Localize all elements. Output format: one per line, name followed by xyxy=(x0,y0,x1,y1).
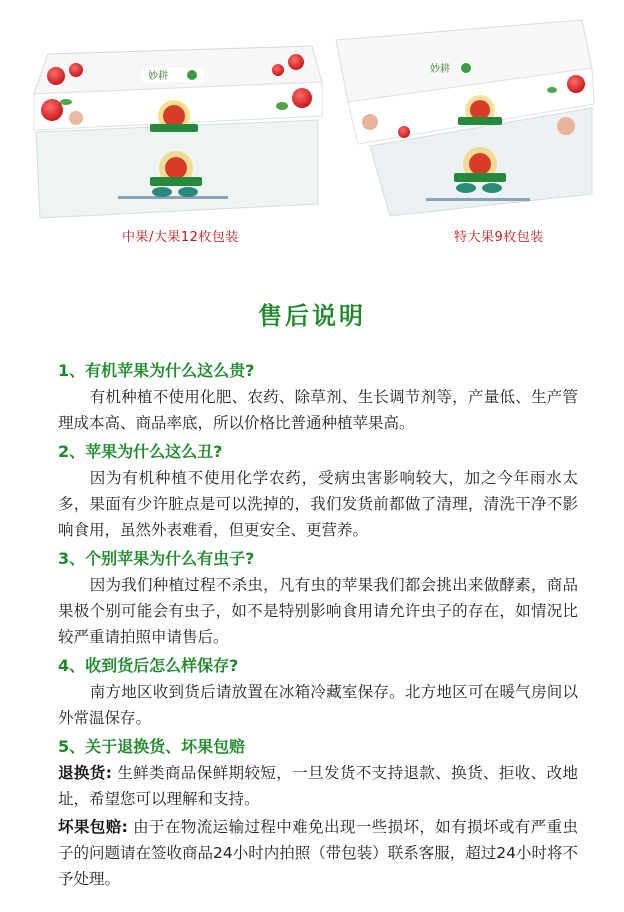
faq-question-4: 4、收到货后怎么样保存? xyxy=(58,656,239,675)
faq-question-5: 5、关于退换货、坏果包赔 xyxy=(58,737,246,756)
faq-question-1: 1、有机苹果为什么这么贵? xyxy=(58,361,255,380)
faq-answer-5-damage xyxy=(58,814,578,892)
product-photos xyxy=(0,0,624,250)
faq-answer-5-returns xyxy=(58,760,578,812)
returns-label: 退换货: xyxy=(58,764,112,782)
section-title: 售后说明 xyxy=(258,302,366,330)
faq-list xyxy=(58,357,578,894)
damage-text: 由于在物流运输过程中难免出现一些损坏，如有损坏或有严重虫子的问题请在签收商品24小时内拍照（带包装）联系客服，超过24小时将不予处理。 xyxy=(58,818,578,888)
right-box-image xyxy=(330,14,600,220)
faq-question-3: 3、个别苹果为什么有虫子? xyxy=(58,549,255,568)
faq-answer-4: 南方地区收到货后请放置在冰箱冷藏室保存。北方地区可在暖气房间以外常温保存。 xyxy=(58,683,578,727)
faq-answer-2: 因为有机种植不使用化学农药，受病虫害影响较大，加之今年雨水太多，果面有少许脏点是可以洗掉的，我们发货前都做了清理，清洗干净不影响食用，虽然外表难看，但更安全、更营养。 xyxy=(58,469,578,539)
svg-text:妙耕: 妙耕 xyxy=(148,71,168,82)
faq-answer-3: 因为我们种植过程不杀虫，凡有虫的苹果我们都会挑出来做酵素，商品果极个别可能会有虫子，如不是特别影响食用请允许虫子的存在，如情况比较严重请拍照申请售后。 xyxy=(58,576,578,646)
returns-text: 生鲜类商品保鲜期较短，一旦发货不支持退款、换货、拒收、改地址，希望您可以理解和支持。 xyxy=(58,764,578,808)
faq-question-2: 2、苹果为什么这么丑? xyxy=(58,442,223,461)
left-box-image xyxy=(26,36,326,222)
left-box-caption: 中果/大果12枚包装 xyxy=(122,230,239,245)
svg-text:妙耕: 妙耕 xyxy=(430,64,450,75)
right-box-caption: 特大果9枚包装 xyxy=(454,230,544,245)
faq-answer-1: 有机种植不使用化肥、农药、除草剂、生长调节剂等，产量低、生产管理成本高、商品率底，所以价格比普通种植苹果高。 xyxy=(58,388,578,432)
damage-label: 坏果包赔: xyxy=(58,818,128,836)
